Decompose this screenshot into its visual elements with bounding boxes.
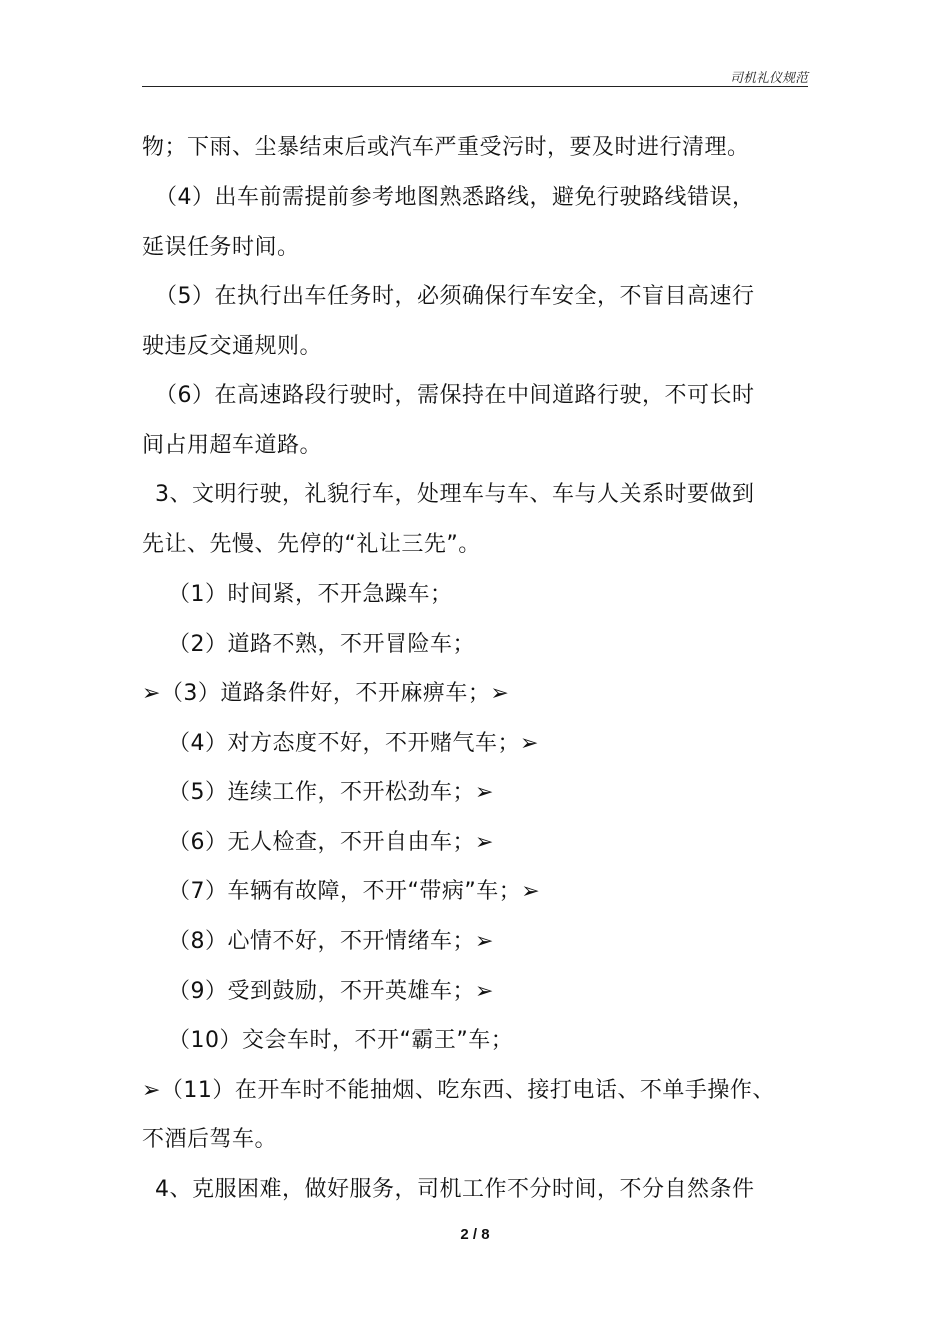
list-item: （7）车辆有故障，不开“带病”车；➢ — [168, 879, 541, 904]
body-line: 先让、先慢、先停的“礼让三先”。 — [142, 532, 481, 557]
body-line: 驶违反交通规则。 — [142, 334, 323, 359]
body-line: 物；下雨、尘暴结束后或汽车严重受污时，要及时进行清理。 — [142, 135, 750, 160]
body-line: 4、克服困难，做好服务，司机工作不分时间，不分自然条件 — [155, 1177, 755, 1202]
list-item: （2）道路不熟，不开冒险车； — [168, 632, 475, 657]
body-line: （4）出车前需提前参考地图熟悉路线，避免行驶路线错误， — [155, 185, 755, 210]
body-line: （6）在高速路段行驶时，需保持在中间道路行驶，不可长时 — [155, 383, 755, 408]
list-item: ➢（3）道路条件好，不开麻痹车；➢ — [142, 681, 510, 706]
list-item: （9）受到鼓励，不开英雄车；➢ — [168, 979, 494, 1004]
list-item: （5）连续工作，不开松劲车；➢ — [168, 780, 494, 805]
body-line: 延误任务时间。 — [142, 235, 300, 260]
running-header: 司机礼仪规范 — [729, 71, 808, 86]
body-line: 不酒后驾车。 — [142, 1127, 278, 1152]
list-item: ➢（11）在开车时不能抽烟、吃东西、接打电话、不单手操作、 — [142, 1078, 775, 1103]
header-divider — [142, 86, 808, 87]
body-line: （5）在执行出车任务时，必须确保行车安全，不盲目高速行 — [155, 284, 755, 309]
body-line: 间占用超车道路。 — [142, 433, 323, 458]
list-item: （8）心情不好，不开情绪车；➢ — [168, 929, 494, 954]
list-item: （10）交会车时，不开“霸王”车； — [168, 1028, 514, 1053]
list-item: （6）无人检查，不开自由车；➢ — [168, 830, 494, 855]
list-item: （4）对方态度不好，不开赌气车；➢ — [168, 731, 539, 756]
page-number: 2 / 8 — [460, 1226, 490, 1243]
body-line: 3、文明行驶，礼貌行车，处理车与车、车与人关系时要做到 — [155, 482, 755, 507]
list-item: （1）时间紧，不开急躁车； — [168, 582, 453, 607]
